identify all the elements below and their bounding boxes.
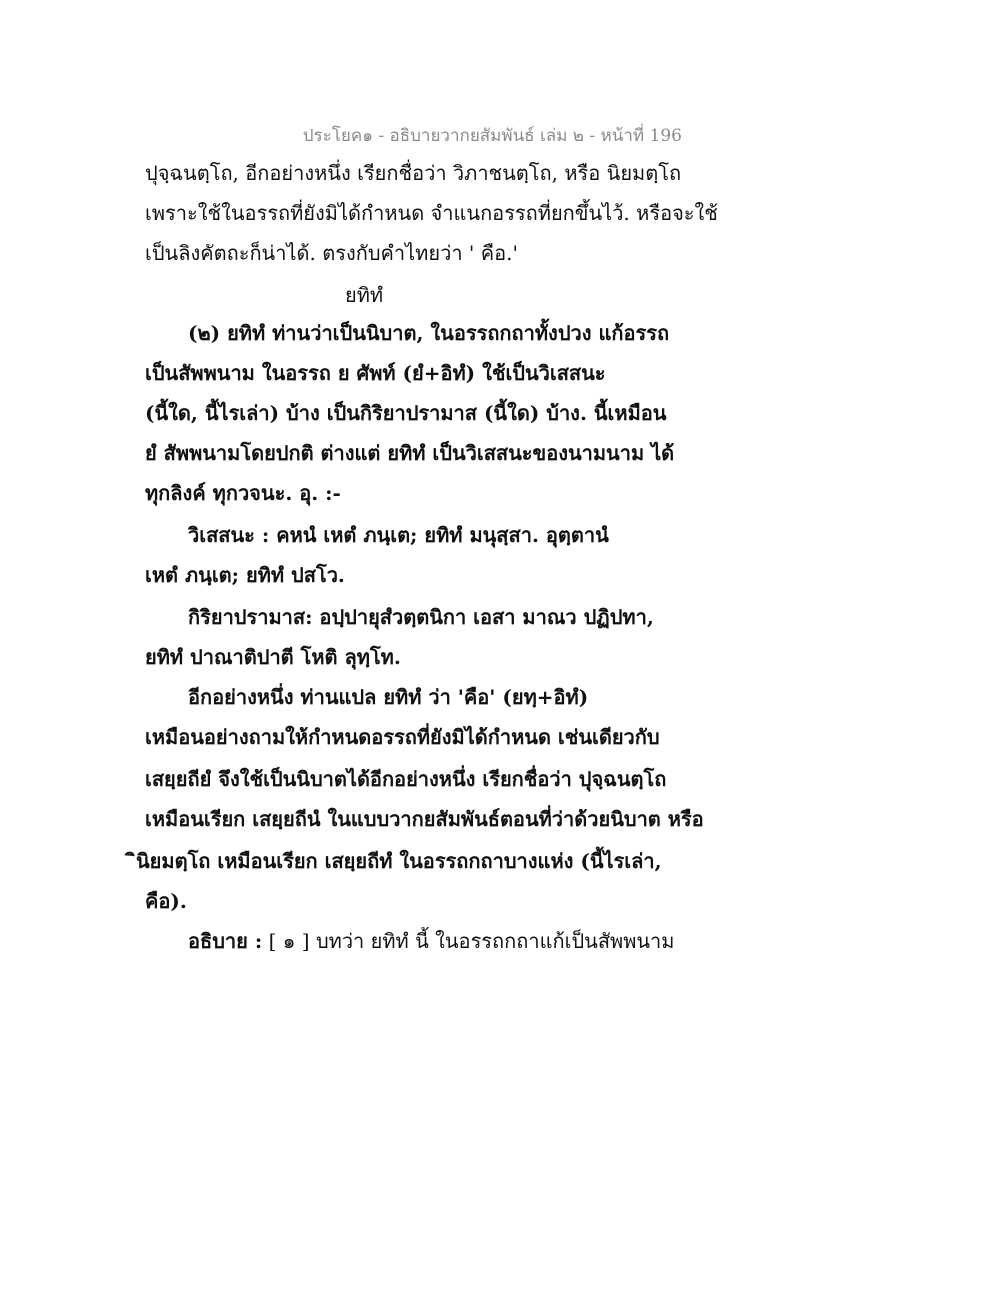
section-heading: ยทิทํ — [345, 283, 384, 307]
text-line: เสยฺยถียํ จึงใช้เป็นนิบาตได้อีกอย่างหนึ่ง เรียกชื่อว่า ปุจฺฉนตฺโถ — [145, 767, 667, 791]
running-head: ประโยค๑ - อธิบายวากยสัมพันธ์ เล่ม ๒ - หน้าที่ 196 — [302, 126, 682, 146]
text-line: (นี้ใด, นี้ไรเล่า) บ้าง เป็นกิริยาปรามาส (นี้ใด) บ้าง. นี้เหมือน — [145, 401, 667, 425]
explanation-label: อธิบาย : — [188, 929, 263, 953]
text-line: ยํ สัพพนามโดยปกติ ต่างแต่ ยทิทํ เป็นวิเสสนะของนามนาม ได้ — [145, 441, 675, 465]
text-line: ปุจฺฉนตฺโถ, อีกอย่างหนึ่ง เรียกชื่อว่า วิภาชนตฺโถ, หรือ นิยมตฺโถ — [145, 161, 682, 185]
text-line: ินิยมตฺโถ เหมือนเรียก เสยฺยถีทํ ในอรรถกถาบางแห่ง (นี้ไรเล่า, — [136, 849, 662, 873]
text-line: เหมือนอย่างถามให้กำหนดอรรถที่ยังมิได้กำหนด เช่นเดียวกับ — [145, 725, 660, 749]
explanation-text: [ ๑ ] บทว่า ยทิทํ นี้ ในอรรถกถาแก้เป็นสัพพนาม — [262, 929, 675, 953]
text-line: ทุกลิงค์ ทุกวจนะ. อุ. :- — [145, 481, 341, 505]
explanation-line — [188, 928, 674, 954]
example-line: วิเสสนะ : คหนํ เหตํ ภนฺเต; ยทิทํ มนุสฺสา. อุตฺตานํ — [188, 523, 609, 547]
text-line: เหมือนเรียก เสยฺยถีนํ ในแบบวากยสัมพันธ์ตอนที่ว่าด้วยนิบาต หรือ — [145, 807, 704, 831]
example-line: กิริยาปรามาส: อปฺปายุสํวตฺตนิกา เอสา มาณว ปฏิปทา, — [188, 605, 654, 629]
text-line: เพราะใช้ในอรรถที่ยังมิได้กำหนด จำแนกอรรถที่ยกขึ้นไว้. หรือจะใช้ — [145, 201, 718, 225]
example-line: ยทิทํ ปาณาติปาตี โหติ ลุทฺโท. — [145, 645, 401, 669]
text-line: เป็นลิงคัตถะก็น่าได้. ตรงกับคำไทยว่า ' คือ.' — [145, 241, 519, 265]
text-line: เป็นสัพพนาม ในอรรถ ย ศัพท์ (ยํ+อิทํ) ใช้เป็นวิเสสนะ — [145, 361, 606, 385]
text-line: อีกอย่างหนึ่ง ท่านแปล ยทิทํ ว่า 'คือ' (ยทฺ+อิทํ) — [188, 685, 589, 709]
text-line: คือ). — [145, 889, 187, 913]
example-line: เหตํ ภนฺเต; ยทิทํ ปสโว. — [145, 563, 345, 587]
text-line: (๒) ยทิทํ ท่านว่าเป็นนิบาต, ในอรรถกถาทั้งปวง แก้อรรถ — [188, 321, 670, 345]
